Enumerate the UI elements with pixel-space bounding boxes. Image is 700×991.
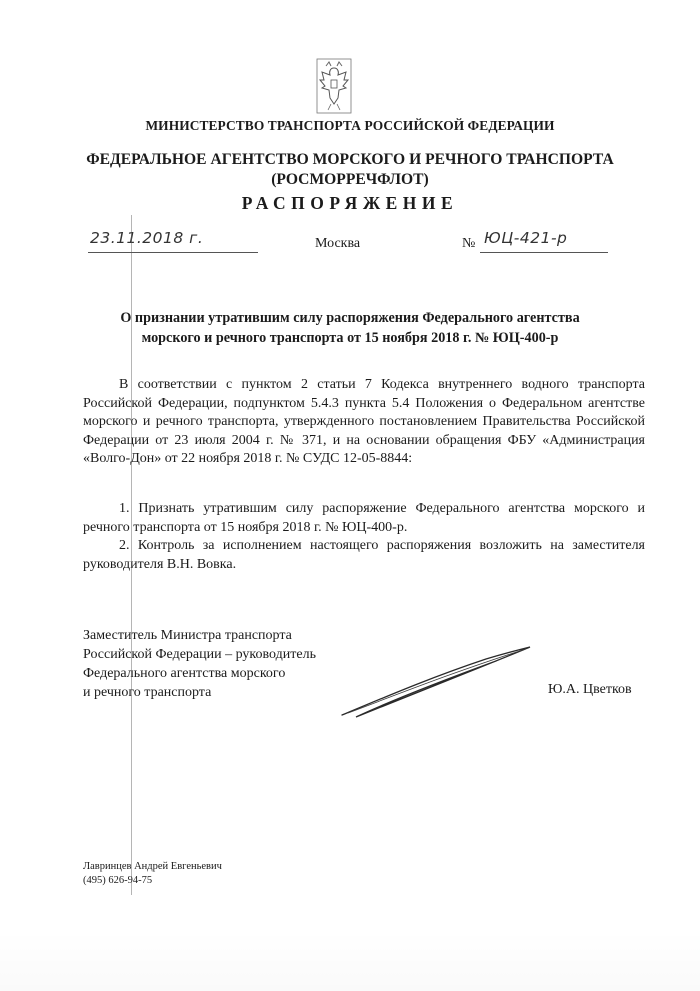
signatory-name: Ю.А. Цветков <box>548 682 632 697</box>
order-item-2: 2. Контроль за исполнением настоящего распоряжения возложить на заместителя руководителя В.Н. Вовка. <box>83 538 645 572</box>
agency-name <box>0 150 700 190</box>
signatory-title-line1: Заместитель Министра транспорта <box>83 628 292 643</box>
city: Москва <box>315 236 361 251</box>
signatory-title-line3: Федерального агентства морского <box>83 666 286 681</box>
subject-line1: О признании утратившим силу распоряжения Федерального агентства <box>120 310 580 326</box>
document-type: РАСПОРЯЖЕНИЕ <box>241 193 459 213</box>
document-date: 23.11.2018 г. <box>90 229 204 247</box>
handwritten-signature <box>336 643 536 725</box>
scan-shadow <box>0 930 700 991</box>
agency-name-line2: (РОСМОРРЕЧФЛОТ) <box>271 171 429 188</box>
order-item-1: 1. Признать утратившим силу распоряжение Федерального агентства морского и речного транспорта от 15 ноября 2018 г. № ЮЦ-400-р. <box>83 501 645 535</box>
coat-of-arms-icon <box>316 58 352 114</box>
subject-line2: морского и речного транспорта от 15 ноября 2018 г. № ЮЦ-400-р <box>141 330 559 346</box>
document-number: ЮЦ-421-р <box>484 229 568 247</box>
executor-phone: (495) 626-94-75 <box>83 875 153 886</box>
signatory-title-line2: Российской Федерации – руководитель <box>83 647 316 662</box>
executor-name: Лавринцев Андрей Евгеньевич <box>83 861 222 872</box>
signatory-title-line4: и речного транспорта <box>83 685 212 700</box>
scan-binding-line <box>131 215 132 895</box>
signatory-title <box>83 626 373 702</box>
executor-info <box>83 860 222 888</box>
preamble-paragraph: В соответствии с пунктом 2 статьи 7 Кодекса внутреннего водного транспорта Российской Федерации, подпунктом 5.4.3 пункта 5.4 Положения о Федеральном агентстве морского и речного транспорта, утвержденного постановлением Правительства Российской Федерации от 23 июля 2004 г. № 371, и на основании обращения ФБУ «Администрация «Волго-Дон» от 22 ноября 2018 г. № СУДС 12-05-8844: <box>83 377 645 466</box>
agency-name-line1: ФЕДЕРАЛЬНОЕ АГЕНТСТВО МОРСКОГО И РЕЧНОГО ТРАНСПОРТА <box>86 151 614 168</box>
document-subject <box>100 308 600 348</box>
ministry-name: МИНИСТЕРСТВО ТРАНСПОРТА РОССИЙСКОЙ ФЕДЕРАЦИИ <box>145 118 555 133</box>
number-label: № <box>462 236 476 251</box>
